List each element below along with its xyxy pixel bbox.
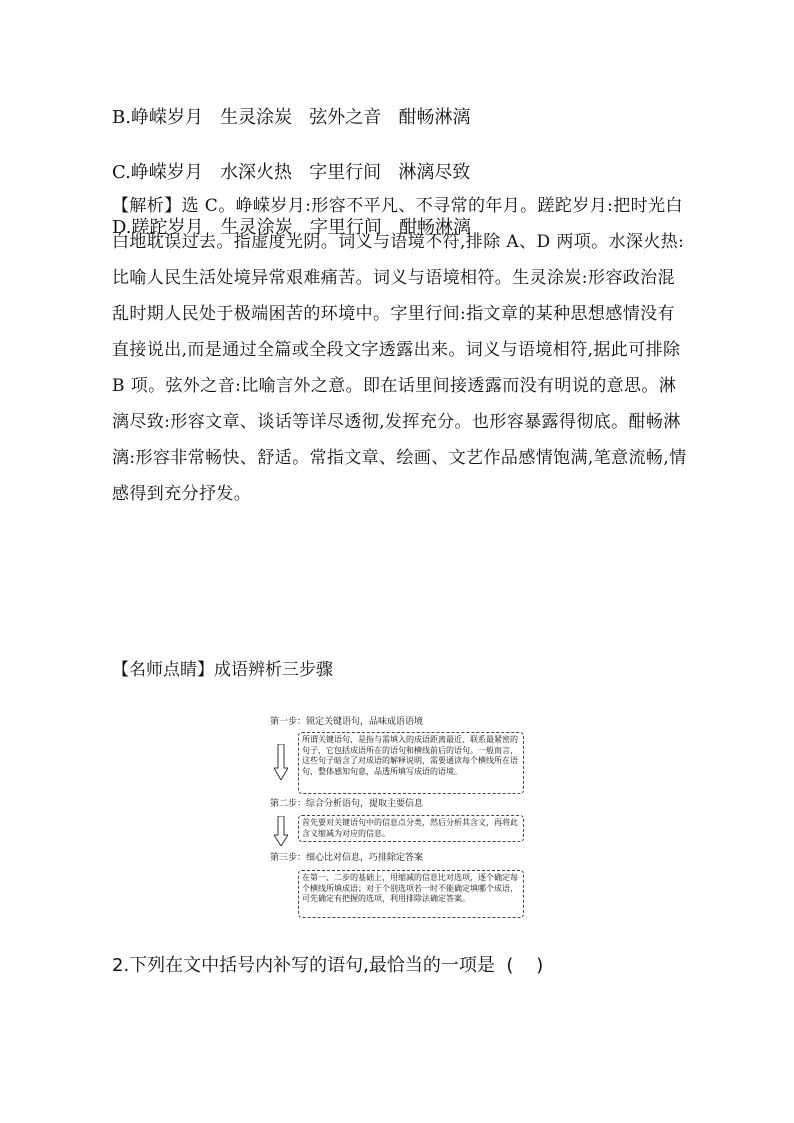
step-3-content: 在第一、二步的基础上，用缩减的信息比对选项，逐个确定每个横线所填成语；对于个别选项若一时不能确定填哪个成语，可先确定有把握的选项，利用排除法确定答案。 bbox=[298, 870, 524, 918]
idiom-analysis-flowchart bbox=[268, 714, 533, 920]
option-c: C.峥嵘岁月 水深火热 字里行间 淋漓尽致 bbox=[112, 162, 471, 183]
down-arrow-icon bbox=[274, 816, 288, 846]
step-1-title: 第一步：锁定关键语句，品味成语语境 bbox=[270, 717, 424, 727]
option-d: D.蹉跎岁月 生灵涂炭 字里行间 酣畅淋漓 bbox=[112, 217, 472, 238]
step-2-title: 第二步：综合分析语句，提取主要信息 bbox=[270, 799, 424, 809]
step-3-title: 第三步：细心比对信息，巧排除定答案 bbox=[270, 853, 424, 863]
question-2: 2.下列在文中括号内补写的语句,最恰当的一项是 ( ) bbox=[112, 955, 544, 976]
step-2-content: 首先要对关键语句中的信息点分类，然后分析其含义，再将此含义缩减为对应的信息。 bbox=[298, 815, 524, 842]
down-arrow-icon bbox=[274, 744, 288, 780]
teacher-tip-heading: 【名师点睛】成语辨析三步骤 bbox=[112, 660, 333, 680]
option-b: B.峥嵘岁月 生灵涂炭 弦外之音 酣畅淋漓 bbox=[112, 107, 471, 128]
analysis-paragraph: 【解析】选 C。峥嵘岁月:形容不平凡、不寻常的年月。蹉跎岁月:把时光白白地耽误过去。指虚度光阴。词义与语境不符,排除 A、D 两项。水深火热:比喻人民生活处境异常艰难痛苦。词义与语境相符。生灵涂炭:形容政治混乱时期人民处于极端困苦的环境中。字里行间:指文章的某种思想感情没有直接说出,而是通过全篇或全段文字透露出来。词义与语境相符,据此可排除 B 项。弦外之音:比喻言外之意。即在话里间接透露而没有明说的意思。淋漓尽致:形容文章、谈话等详尽透彻,发挥充分。也形容暴露得彻底。酣畅淋漓:形容非常畅快、舒适。常指文章、绘画、文艺作品感情饱满,笔意流畅,情感得到充分抒发。 bbox=[112, 196, 687, 504]
step-1-content: 所谓关键语句，是指与需填入的成语距离最近、联系最紧密的句子，它包括成语所在的语句和横线前后的语句。一般而言，这些句子暗含了对成语的解释说明，需要通读每个横线所在语句，整体感知句意，品透所填写成语的语境。 bbox=[298, 732, 524, 794]
